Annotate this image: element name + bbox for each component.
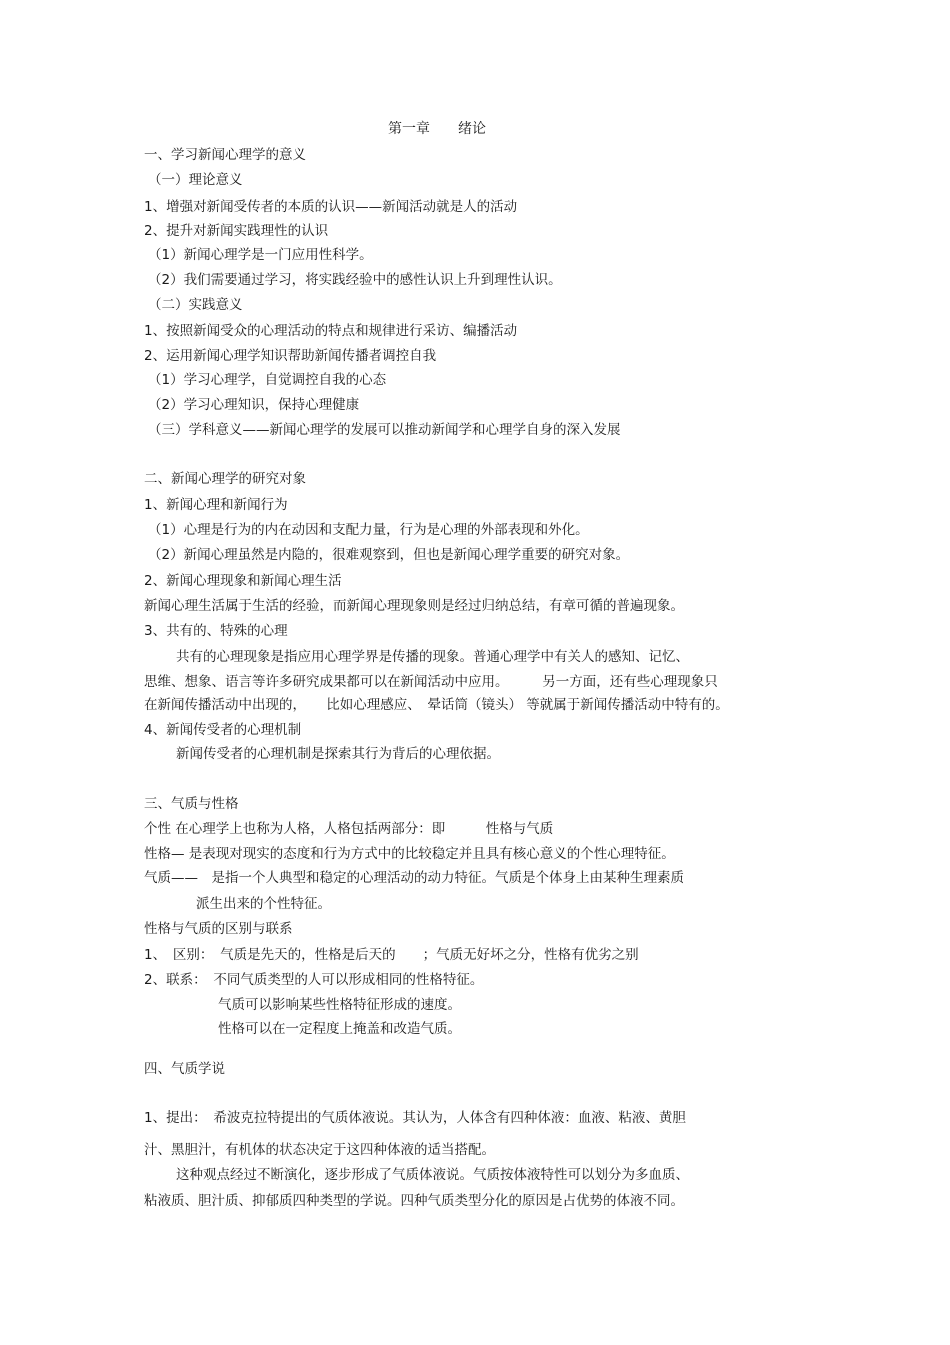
paragraph: 个性 在心理学上也称为人格，人格包括两部分：即 性格与气质 <box>144 821 554 837</box>
section-heading: 一、学习新闻心理学的意义 <box>144 147 306 163</box>
paragraph: 新闻心理生活属于生活的经验，而新闻心理现象则是经过归纳总结，有章可循的普遍现象。 <box>144 598 684 614</box>
subsection-heading: （一）理论意义 <box>148 172 243 188</box>
paragraph: 气质可以影响某些性格特征形成的速度。 <box>218 997 461 1013</box>
paragraph: 派生出来的个性特征。 <box>196 896 331 912</box>
list-item: 1、提出： 希波克拉特提出的气质体液说。其认为，人体含有四种体液：血液、粘液、黄胆 <box>144 1110 686 1126</box>
list-item: 2、联系： 不同气质类型的人可以形成相同的性格特征。 <box>144 972 484 988</box>
paragraph: 粘液质、胆汁质、抑郁质四种类型的学说。四种气质类型分化的原因是占优势的体液不同。 <box>144 1193 684 1209</box>
list-item: 1、增强对新闻受传者的本质的认识——新闻活动就是人的活动 <box>144 199 518 215</box>
paragraph: 思维、想象、语言等许多研究成果都可以在新闻活动中应用。 另一方面，还有些心理现象只 <box>144 674 718 690</box>
list-item: （1）心理是行为的内在动因和支配力量，行为是心理的外部表现和外化。 <box>148 522 589 538</box>
list-item: 2、运用新闻心理学知识帮助新闻传播者调控自我 <box>144 348 437 364</box>
list-item: （1）新闻心理学是一门应用性科学。 <box>148 247 373 263</box>
paragraph: 气质—— 是指一个人典型和稳定的心理活动的动力特征。气质是个体身上由某种生理素质 <box>144 870 684 886</box>
list-item: 1、按照新闻受众的心理活动的特点和规律进行采访、编播活动 <box>144 323 518 339</box>
paragraph: 汁、黑胆汁，有机体的状态决定于这四种体液的适当搭配。 <box>144 1142 495 1158</box>
section-heading: 三、气质与性格 <box>144 796 239 812</box>
paragraph: 性格可以在一定程度上掩盖和改造气质。 <box>218 1021 461 1037</box>
paragraph: 这种观点经过不断演化，逐步形成了气质体液说。气质按体液特性可以划分为多血质、 <box>176 1167 689 1183</box>
section-heading: 四、气质学说 <box>144 1061 225 1077</box>
list-item: （2）新闻心理虽然是内隐的，很难观察到，但也是新闻心理学重要的研究对象。 <box>148 547 630 563</box>
subsection-heading: 性格与气质的区别与联系 <box>144 921 293 937</box>
subsection-heading: （三）学科意义——新闻心理学的发展可以推动新闻学和心理学自身的深入发展 <box>148 422 621 438</box>
list-item: 1、新闻心理和新闻行为 <box>144 497 288 513</box>
list-item: （2）我们需要通过学习，将实践经验中的感性认识上升到理性认识。 <box>148 272 562 288</box>
subsection-heading: （二）实践意义 <box>148 297 243 313</box>
list-item: 4、新闻传受者的心理机制 <box>144 722 302 738</box>
list-item: （1）学习心理学，自觉调控自我的心态 <box>148 372 387 388</box>
paragraph: 在新闻传播活动中出现的， 比如心理感应、 晕话筒（镜头） 等就属于新闻传播活动中特有的。 <box>144 697 729 713</box>
paragraph: 新闻传受者的心理机制是探索其行为背后的心理依据。 <box>176 746 500 762</box>
section-heading: 二、新闻心理学的研究对象 <box>144 471 306 487</box>
list-item: （2）学习心理知识，保持心理健康 <box>148 397 360 413</box>
list-item: 1、 区别： 气质是先天的，性格是后天的 ；气质无好坏之分，性格有优劣之别 <box>144 947 639 963</box>
chapter-title: 第一章 绪论 <box>388 121 486 137</box>
list-item: 2、新闻心理现象和新闻心理生活 <box>144 573 342 589</box>
list-item: 3、共有的、特殊的心理 <box>144 623 288 639</box>
paragraph: 共有的心理现象是指应用心理学界是传播的现象。普通心理学中有关人的感知、记忆、 <box>176 649 689 665</box>
list-item: 2、提升对新闻实践理性的认识 <box>144 223 329 239</box>
paragraph: 性格— 是表现对现实的态度和行为方式中的比较稳定并且具有核心意义的个性心理特征。 <box>144 846 675 862</box>
